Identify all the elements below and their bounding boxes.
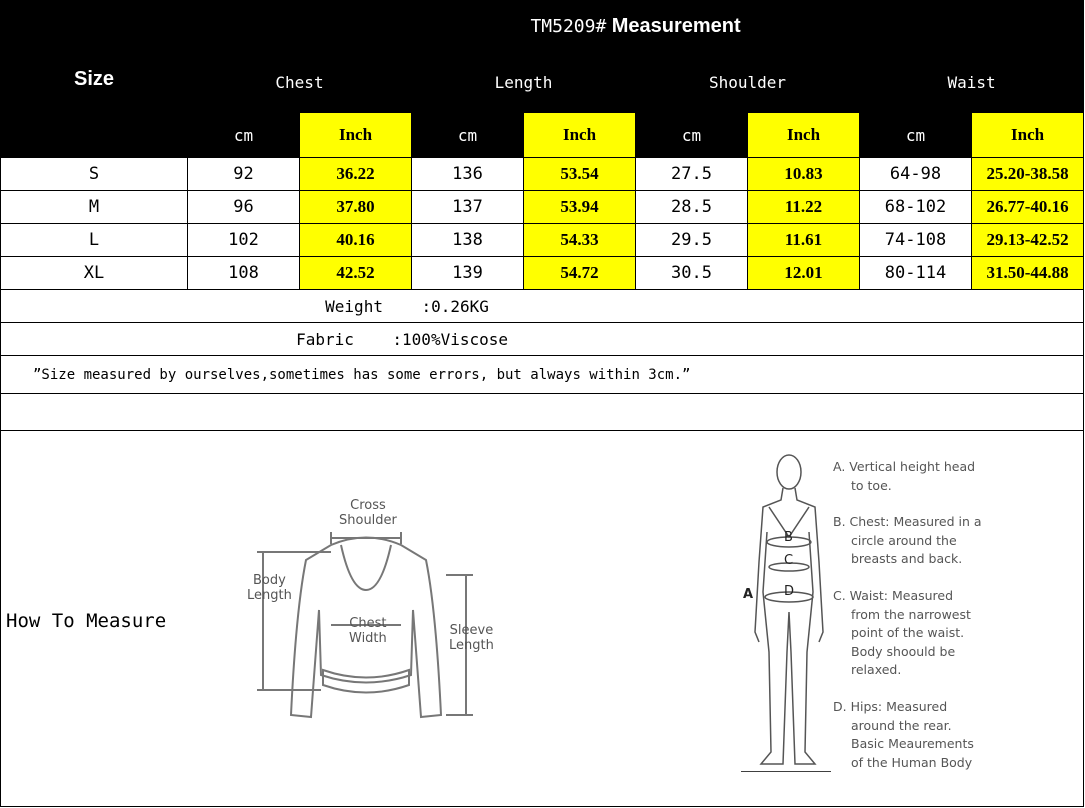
- label-line: Length: [449, 638, 494, 653]
- unit-inch: Inch: [300, 113, 412, 158]
- label-body-length: [247, 573, 292, 603]
- inch-cell: 53.94: [524, 191, 636, 224]
- cm-cell: 29.5: [636, 224, 748, 257]
- label-sleeve-length: [449, 623, 494, 653]
- measure-description: [833, 587, 971, 680]
- letter-d: D: [784, 584, 795, 599]
- description-line: B. Chest: Measured in a: [833, 514, 982, 529]
- description-line: of the Human Body: [851, 754, 973, 770]
- inch-cell: 37.80: [300, 191, 412, 224]
- description-line: A. Vertical height head: [833, 459, 976, 474]
- description-line: Body shoould be: [851, 643, 956, 659]
- unit-inch: Inch: [972, 113, 1084, 158]
- cm-cell: 30.5: [636, 257, 748, 290]
- table-row: [1, 257, 1084, 290]
- description-line: relaxed.: [851, 662, 902, 677]
- size-cell: S: [1, 158, 188, 191]
- description-line: C. Waist: Measured: [833, 588, 954, 603]
- label-cross-shoulder: [339, 498, 397, 528]
- note-row: [1, 356, 1084, 394]
- table-row: [1, 158, 1084, 191]
- description-line: D. Hips: Measured: [833, 699, 948, 714]
- title-code: TM5209#: [530, 16, 607, 37]
- inch-cell: 11.61: [748, 224, 860, 257]
- description-line: to toe.: [851, 477, 892, 493]
- label-line: Length: [247, 588, 292, 603]
- label-line: Sleeve: [449, 623, 494, 638]
- weight-text: Weight :0.26KG: [325, 296, 489, 316]
- table-row: [1, 191, 1084, 224]
- cm-cell: 74-108: [860, 224, 972, 257]
- weight-row: [1, 290, 1084, 323]
- description-line: around the rear.: [851, 717, 952, 733]
- description-line: point of the waist.: [851, 625, 965, 640]
- inch-cell: 53.54: [524, 158, 636, 191]
- table-row: [1, 224, 1084, 257]
- measure-description: [833, 458, 975, 495]
- fabric-text: Fabric :100%Viscose: [296, 329, 508, 349]
- how-to-measure-section: [0, 430, 1084, 807]
- size-cell: L: [1, 224, 188, 257]
- fabric-row: [1, 323, 1084, 356]
- inch-cell: 40.16: [300, 224, 412, 257]
- inch-cell: 12.01: [748, 257, 860, 290]
- cm-cell: 64-98: [860, 158, 972, 191]
- letter-c: C: [784, 553, 794, 568]
- description-line: breasts and back.: [851, 551, 963, 566]
- cm-cell: 139: [412, 257, 524, 290]
- cm-cell: 27.5: [636, 158, 748, 191]
- unit-cm: cm: [188, 113, 300, 158]
- cm-cell: 108: [188, 257, 300, 290]
- size-cell: XL: [1, 257, 188, 290]
- cm-cell: 68-102: [860, 191, 972, 224]
- cm-cell: 137: [412, 191, 524, 224]
- description-line: circle around the: [851, 532, 957, 548]
- description-line: from the narrowest: [851, 606, 971, 622]
- cm-cell: 136: [412, 158, 524, 191]
- blank-row: [1, 394, 1084, 431]
- unit-cm: cm: [412, 113, 524, 158]
- unit-cm: cm: [860, 113, 972, 158]
- measure-description: [833, 513, 982, 569]
- cm-cell: 96: [188, 191, 300, 224]
- group-shoulder: Shoulder: [636, 53, 860, 113]
- inch-cell: 11.22: [748, 191, 860, 224]
- inch-cell: 54.33: [524, 224, 636, 257]
- inch-cell: 36.22: [300, 158, 412, 191]
- letter-a: A: [743, 587, 754, 602]
- label-line: Cross: [350, 498, 386, 513]
- cm-cell: 80-114: [860, 257, 972, 290]
- title-word: Measurement: [611, 15, 741, 37]
- group-length: Length: [412, 53, 636, 113]
- unit-inch: Inch: [748, 113, 860, 158]
- label-line: Body: [253, 573, 286, 588]
- size-cell: M: [1, 191, 188, 224]
- label-line: Shoulder: [339, 513, 397, 528]
- label-line: Width: [349, 631, 387, 646]
- label-line: Chest: [349, 616, 387, 631]
- size-header: [1, 1, 188, 158]
- description-line: Basic Meaurements: [851, 736, 974, 751]
- inch-cell: 31.50-44.88: [972, 257, 1084, 290]
- cm-cell: 138: [412, 224, 524, 257]
- unit-cm: cm: [636, 113, 748, 158]
- inch-cell: 25.20-38.58: [972, 158, 1084, 191]
- inch-cell: 42.52: [300, 257, 412, 290]
- group-waist: Waist: [860, 53, 1084, 113]
- unit-inch: Inch: [524, 113, 636, 158]
- how-to-measure-title: How To Measure: [6, 610, 167, 632]
- body-figure: [741, 452, 831, 772]
- cm-cell: 102: [188, 224, 300, 257]
- size-header-label: Size: [73, 67, 115, 90]
- label-chest-width: [349, 616, 387, 646]
- inch-cell: 10.83: [748, 158, 860, 191]
- table-title: [188, 1, 1084, 53]
- group-chest: Chest: [188, 53, 412, 113]
- cm-cell: 92: [188, 158, 300, 191]
- letter-b: B: [784, 530, 793, 545]
- inch-cell: 29.13-42.52: [972, 224, 1084, 257]
- measure-description: [833, 698, 974, 772]
- inch-cell: 54.72: [524, 257, 636, 290]
- inch-cell: 26.77-40.16: [972, 191, 1084, 224]
- cm-cell: 28.5: [636, 191, 748, 224]
- note-text: ”Size measured by ourselves,sometimes has some errors, but always within 3cm.”: [33, 366, 691, 383]
